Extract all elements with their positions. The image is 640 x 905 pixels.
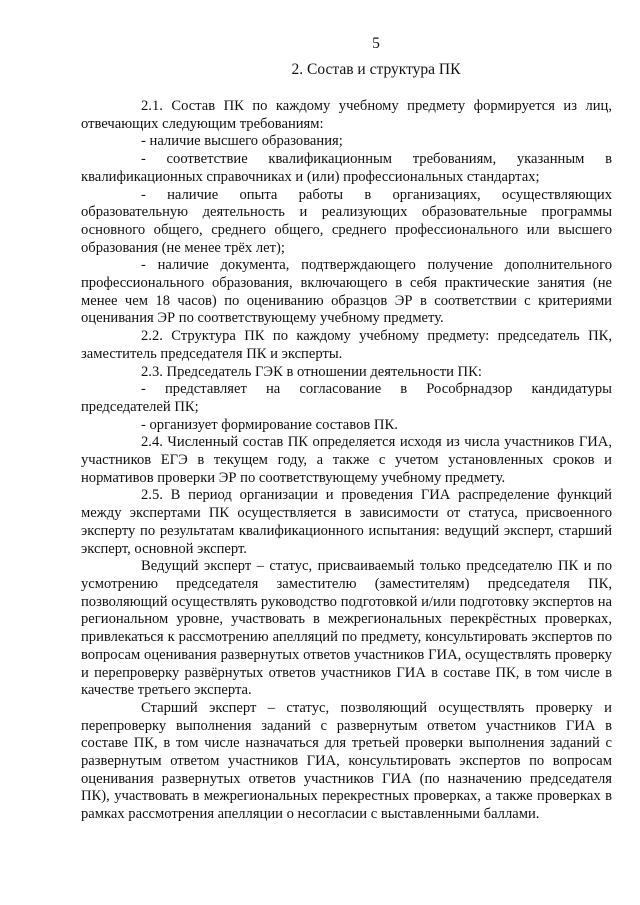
document-body	[81, 98, 612, 824]
section-title: 2. Состав и структура ПК	[291, 61, 461, 78]
gek-duty-formation: - организует формирование составов ПК.	[141, 416, 398, 433]
paragraph-2-4: 2.4. Численный состав ПК определяется исходя из числа участников ГИА, участников ЕГЭ в текущем году, а также с учетом установленных сроков и нормативов проверки ЭР по соответствующему учебному предмету.	[81, 434, 612, 486]
paragraph-2-5: 2.5. В период организации и проведения ГИА распределение функций между экспертами ПК осуществляется в зависимости от статуса, присвоенного эксперту по результатам квалификационного испытания: ведущий эксперт, старший эксперт, основной эксперт.	[81, 487, 612, 557]
requirement-additional-education: - наличие документа, подтверждающего получение дополнительного профессионального образования, включающего в себя практические занятия (не менее чем 18 часов) по оцениванию образцов ЭР в соответствии с критериями оценивания ЭР по соответствующему учебному предмету.	[81, 257, 612, 327]
requirement-experience: - наличие опыта работы в организациях, осуществляющих образовательную деятельность и реализующих образовательные программы основного общего, среднего общего, среднего профессионального или высшего образования (не менее трёх лет);	[81, 186, 612, 256]
paragraph-2-3: 2.3. Председатель ГЭК в отношении деятельности ПК:	[141, 363, 482, 380]
requirement-higher-education: - наличие высшего образования;	[141, 133, 343, 150]
page-number: 5	[372, 35, 380, 52]
senior-expert-paragraph: Старший эксперт – статус, позволяющий осуществлять проверку и перепроверку выполнения заданий с развернутым ответом участников ГИА в составе ПК, в том числе назначаться для третьей проверки выполнения заданий с развернутым ответом участников ГИА, консультировать экспертов по вопросам оценивания развернутых ответов участников ГИА (по назначению председателя ПК), участвовать в межрегиональных перекрестных проверках, а также проверках в рамках рассмотрения апелляции о несогласии с выставленными баллами.	[81, 699, 612, 823]
requirement-qualification: - соответствие квалификационным требованиям, указанным в квалификационных справочниках и (или) профессиональных стандартах;	[81, 151, 612, 185]
paragraph-2-1: 2.1. Состав ПК по каждому учебному предмету формируется из лиц, отвечающих следующим требованиям:	[81, 98, 612, 132]
leading-expert-paragraph: Ведущий эксперт – статус, присваиваемый только председателю ПК и по усмотрению председателя заместителю (заместителям) председателя ПК, позволяющий осуществлять руководство подготовкой и/или подготовку экспертов на региональном уровне, участвовать в межрегиональных перекрёстных проверках, привлекаться к рассмотрению апелляций по предмету, консультировать экспертов по вопросам оценивания развернутых ответов участников ГИА, осуществлять проверку и перепроверку развёрнутых ответов участников ГИА в составе ПК, в том числе в качестве третьего эксперта.	[81, 558, 612, 699]
paragraph-2-2: 2.2. Структура ПК по каждому учебному предмету: председатель ПК, заместитель председателя ПК и эксперты.	[81, 328, 612, 362]
gek-duty-nominations: - представляет на согласование в Рособрнадзор кандидатуры председателей ПК;	[81, 381, 612, 415]
